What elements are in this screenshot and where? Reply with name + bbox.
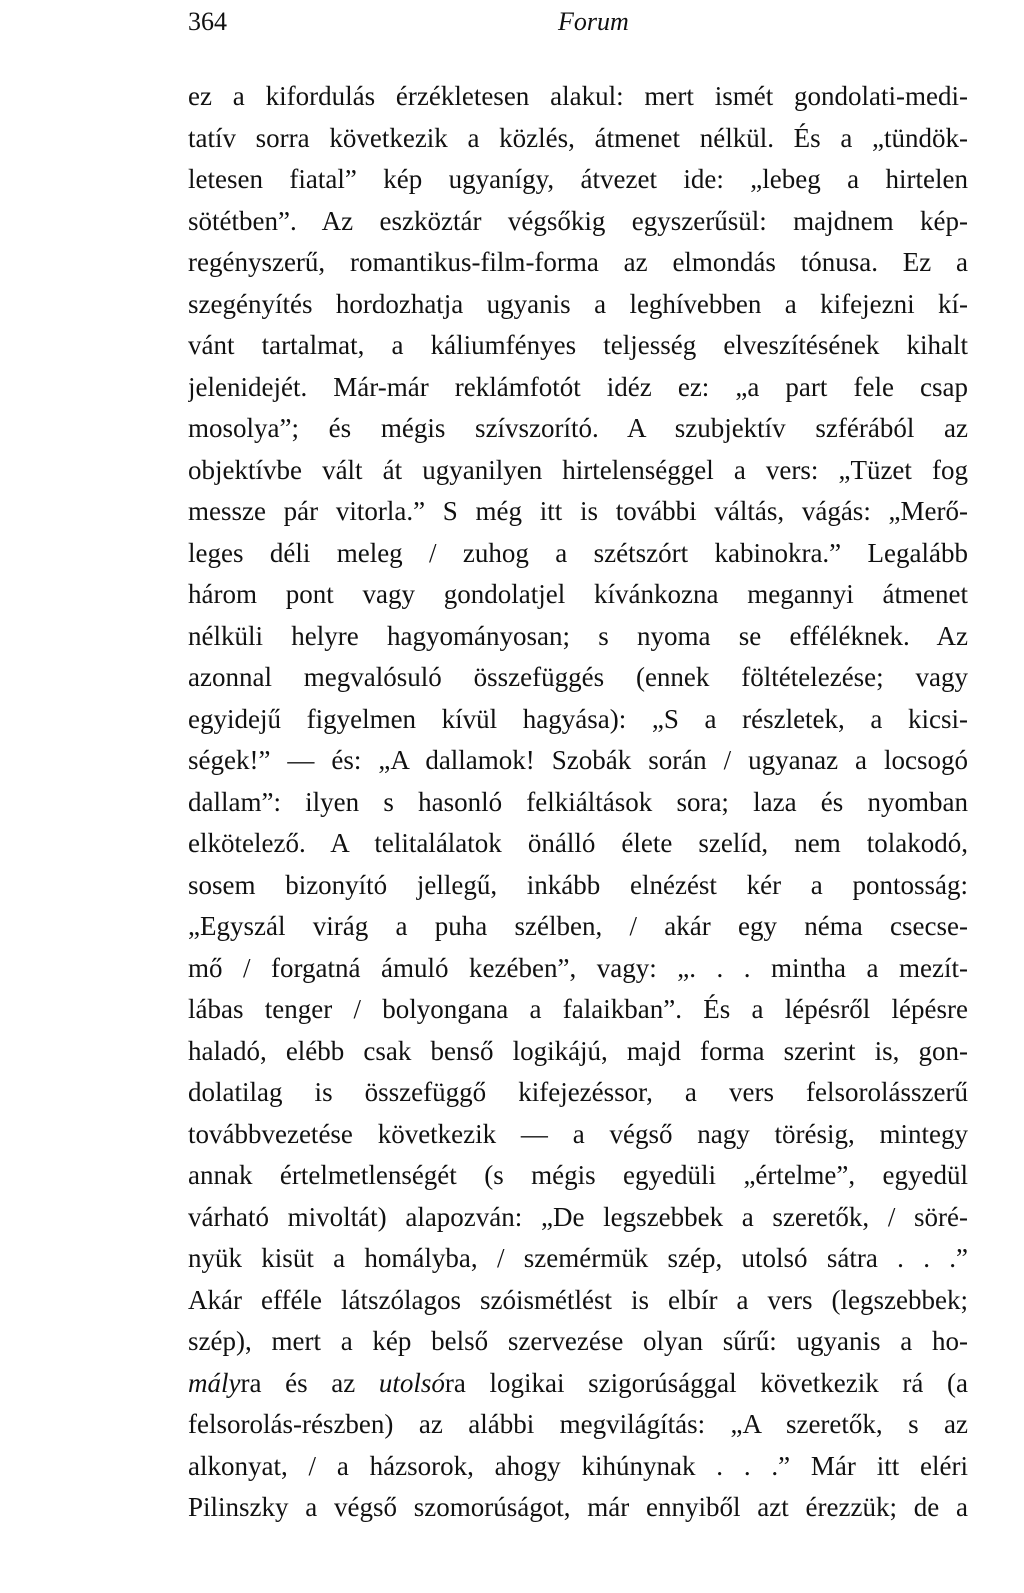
text-line: mő / forgatná ámuló kezében”, vagy: „. . . mintha a mezít- — [188, 952, 968, 983]
text-line: dallam”: ilyen s hasonló felkiáltások sora; laza és nyomban — [188, 786, 968, 817]
italic-word: utolsó — [378, 1367, 445, 1398]
text-line: objektívbe vált át ugyanilyen hirtelenséggel a vers: „Tüzet fog — [188, 454, 968, 485]
text-line: Pilinszky a végső szomorúságot, már ennyiből azt érezzük; de a — [188, 1492, 968, 1522]
text-segment: ra logikai szigorúsággal következik rá (a — [444, 1367, 968, 1398]
text-line: ségek!” — és: „A dallamok! Szobák során / ugyanaz a locsogó — [188, 745, 968, 775]
text-line: azonnal megvalósuló összefüggés (ennek föltételezése; vagy — [188, 662, 968, 692]
text-line: letesen fiatal” kép ugyanígy, átvezet ide: „lebeg a hirtelen — [188, 164, 968, 194]
page-header — [188, 2, 968, 42]
text-line-with-italics — [188, 1363, 968, 1405]
text-line: vánt tartalmat, a káliumfényes teljesség elveszítésének kihalt — [188, 330, 968, 360]
text-line: nyük kisüt a homályba, / szemérmük szép, utolsó sátra . . .” — [188, 1243, 968, 1273]
text-line: ez a kifordulás érzékletesen alakul: mert ismét gondolati-medi- — [188, 81, 968, 111]
text-line: sötétben”. Az eszköztár végsőkig egyszerűsül: majdnem kép- — [188, 205, 968, 236]
text-line: dolatilag is összefüggő kifejezéssor, a vers felsorolásszerű — [188, 1077, 968, 1107]
text-line: várható mivoltát) alapozván: „De legszebbek a szeretők, / söré- — [188, 1201, 968, 1232]
text-line: továbbvezetése következik — a végső nagy törésig, mintegy — [188, 1118, 968, 1149]
text-line: felsorolás-részben) az alábbi megvilágítás: „A szeretők, s az — [188, 1409, 968, 1439]
text-line: jelenidejét. Már-már reklámfotót idéz ez: „a part fele csap — [188, 371, 968, 402]
italic-word: mály — [188, 1367, 241, 1398]
body-text — [188, 76, 968, 1529]
text-line: három pont vagy gondolatjel kívánkozna megannyi átmenet — [188, 579, 968, 609]
page-number: 364 — [188, 7, 227, 36]
text-line: regényszerű, romantikus-film-forma az elmondás tónusa. Ez a — [188, 247, 968, 277]
text-line: messze pár vitorla.” S még itt is további váltás, vágás: „Merő- — [188, 496, 968, 526]
text-line: mosolya”; és mégis szívszorító. A szubjektív szférából az — [188, 413, 968, 443]
running-title: Forum — [558, 7, 629, 36]
text-line: lábas tenger / bolyongana a falaikban”. És a lépésről lépésre — [188, 994, 968, 1024]
text-line: nélküli helyre hagyományosan; s nyoma se efféléknek. Az — [188, 620, 968, 651]
text-segment: ra és az — [240, 1367, 379, 1398]
text-line: szép), mert a kép belső szervezése olyan sűrű: ugyanis a ho- — [188, 1326, 968, 1356]
text-line: szegényítés hordozhatja ugyanis a leghívebben a kifejezni kí- — [188, 288, 968, 319]
text-line: sosem bizonyító jellegű, inkább elnézést kér a pontosság: — [188, 869, 968, 900]
text-line: leges déli meleg / zuhog a szétszórt kabinokra.” Legalább — [188, 537, 968, 568]
text-line: elkötelező. A telitalálatok önálló élete szelíd, nem tolakodó, — [188, 828, 968, 858]
text-line: „Egyszál virág a puha szélben, / akár egy néma csecse- — [188, 911, 968, 941]
text-line: egyidejű figyelmen kívül hagyása): „S a részletek, a kicsi- — [188, 703, 968, 734]
text-line: alkonyat, / a házsorok, ahogy kihúnynak . . .” Már itt eléri — [188, 1450, 968, 1481]
text-line: Akár efféle látszólagos szóismétlést is elbír a vers (legszebbek; — [188, 1284, 968, 1315]
text-line: tatív sorra következik a közlés, átmenet nélkül. És a „tündök- — [188, 122, 968, 153]
text-line: annak értelmetlenségét (s mégis egyedüli „értelme”, egyedül — [188, 1160, 968, 1190]
text-line: haladó, elébb csak benső logikájú, majd forma szerint is, gon- — [188, 1035, 968, 1066]
